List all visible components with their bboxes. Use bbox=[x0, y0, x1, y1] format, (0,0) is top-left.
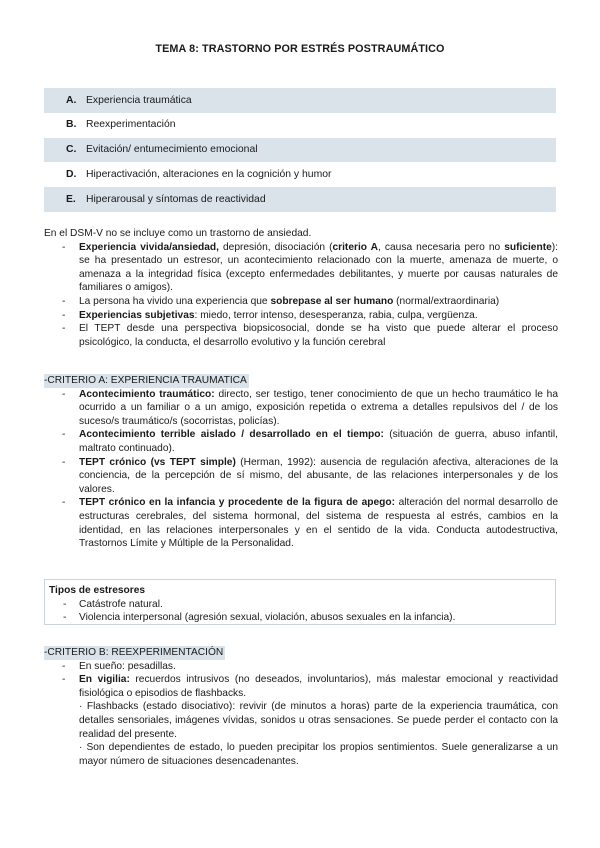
criteria-text: Hiperactivación, alteraciones en la cognición y humor bbox=[86, 168, 332, 180]
criterio-b-section bbox=[44, 646, 558, 768]
list-item: - TEPT crónico (vs TEPT simple) (Herman, 1992): ausencia de regulación afectiva, alteraciones de la conciencia, de la percepción de sí mismo, del abusante, de las relaciones interpersonales y de los valores. bbox=[62, 456, 558, 495]
criteria-letter: A. bbox=[66, 94, 77, 106]
criterio-a-section bbox=[44, 374, 558, 551]
list-item: - En vigilia: recuerdos intrusivos (no deseados, involuntarios), más malestar emocional y reactividad fisiológica o episodios de flashbacks. bbox=[62, 674, 558, 699]
criteria-letter: E. bbox=[66, 193, 76, 205]
criteria-letter: B. bbox=[66, 119, 77, 131]
page-title: TEMA 8: TRASTORNO POR ESTRÉS POSTRAUMÁTICO bbox=[155, 43, 445, 55]
criteria-row-d bbox=[44, 162, 556, 187]
list-item: - TEPT crónico en la infancia y procedente de la figura de apego: alteración del normal desarrollo de estructuras cerebrales, del sistema hormonal, del sistema de respuesta al estrés, cambios en la identidad, en las relaciones interpersonales y en el sentido de la vida. Conducta autodestructiva, Trastornos Límite y Múltiple de la Personalidad. bbox=[62, 497, 558, 550]
criteria-text: Evitación/ entumecimiento emocional bbox=[86, 144, 258, 156]
criteria-letter: D. bbox=[66, 168, 77, 180]
section-heading: -CRITERIO A: EXPERIENCIA TRAUMATICA bbox=[44, 375, 247, 386]
list-item: - Experiencias subjetivas: miedo, terror intenso, desesperanza, rabia, culpa, vergüenza. bbox=[62, 309, 478, 321]
stressors-list bbox=[45, 598, 555, 625]
list-item: - En sueño: pesadillas. bbox=[62, 660, 176, 672]
list-item: - Catástrofe natural. bbox=[63, 598, 163, 610]
criteria-table bbox=[44, 88, 556, 212]
list-item: - Violencia interpersonal (agresión sexual, violación, abusos sexuales en la infancia). bbox=[63, 612, 456, 624]
intro-list bbox=[44, 241, 558, 350]
list-item: - Experiencia vivida/ansiedad, depresión, disociación (criterio A, causa necesaria pero no suficiente): se ha presentado un estresor, un acontecimiento relacionado con la muerte, amenaza de muerte, o amenaza a la integridad física (excepto enfermedades debilitantes, y muerte por causas naturales de familiares o amigos). bbox=[62, 241, 558, 294]
list-item: - La persona ha vivido una experiencia que sobrepase al ser humano (normal/extraordinaria) bbox=[62, 295, 500, 307]
stressors-box bbox=[44, 579, 556, 625]
sub-paragraph: · Son dependientes de estado, lo pueden precipitar los propios sentimientos. Suele generalizarse a un mayor número de situaciones desencadenantes. bbox=[79, 742, 558, 767]
criterio-a-list bbox=[44, 388, 558, 551]
list-item: - Acontecimiento traumático: directo, ser testigo, tener conocimiento de que un hecho traumático le ha ocurrido a un familiar o a un amigo, exposición repetida o extrema a detalles repulsivos del / de los suceso/s traumático/s (socorristas, policías). bbox=[62, 388, 558, 427]
intro-line: En el DSM-V no se incluye como un trastorno de ansiedad. bbox=[44, 228, 312, 239]
list-item: - Acontecimiento terrible aislado / desarrollado en el tiempo: (situación de guerra, abuso infantil, maltrato continuado). bbox=[62, 429, 558, 454]
list-item: - El TEPT desde una perspectiva biopsicosocial, donde se ha visto que puede alterar el proceso psicológico, la conducta, el desarrollo evolutivo y la función cerebral bbox=[62, 323, 558, 348]
criteria-text: Reexperimentación bbox=[86, 119, 176, 131]
section-heading: -CRITERIO B: REEXPERIMENTACIÓN bbox=[44, 647, 224, 658]
intro-section bbox=[44, 227, 558, 349]
criteria-letter: C. bbox=[66, 144, 77, 156]
criteria-row-c bbox=[44, 138, 556, 163]
criteria-row-a bbox=[44, 88, 556, 113]
box-title: Tipos de estresores bbox=[49, 585, 146, 596]
criteria-row-e bbox=[44, 187, 556, 212]
criteria-text: Hiperarousal y síntomas de reactividad bbox=[86, 193, 266, 205]
criteria-row-b bbox=[44, 113, 556, 138]
sub-paragraph: · Flashbacks (estado disociativo): revivir (de minutos a horas) parte de la experiencia traumática, con detalles sensoriales, imágenes vívidas, sonidos u otras sensaciones. Se puede perder el contacto con la realidad del presente. bbox=[79, 701, 558, 740]
criterio-b-list bbox=[44, 660, 558, 701]
criteria-text: Experiencia traumática bbox=[86, 94, 192, 106]
